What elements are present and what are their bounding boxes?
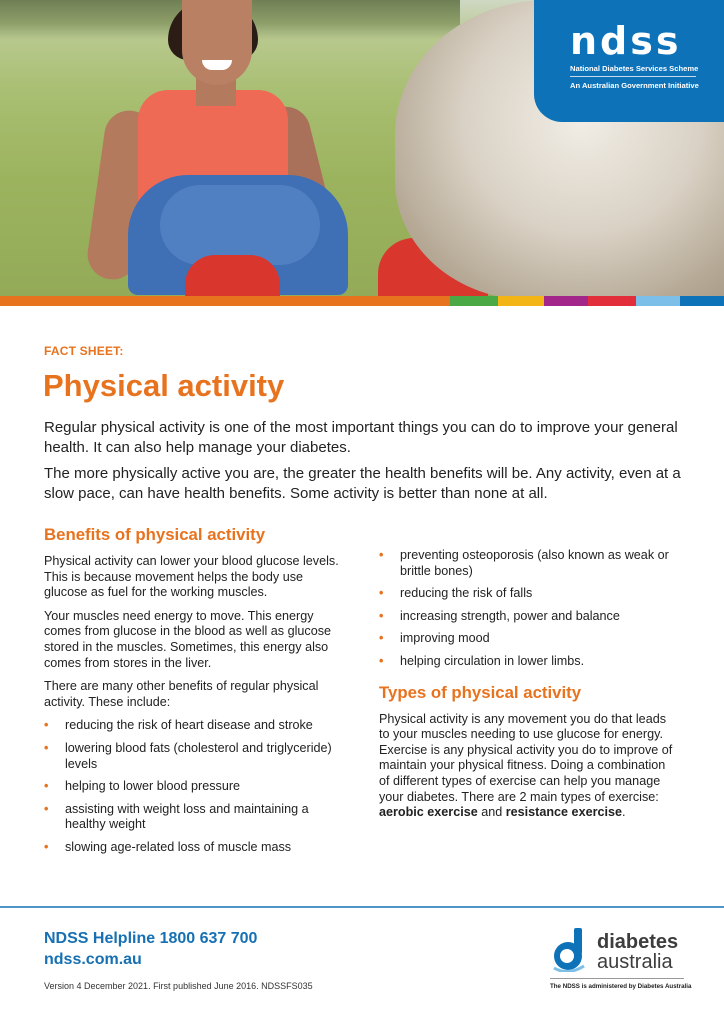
- helpline[interactable]: NDSS Helpline 1800 637 700: [44, 930, 258, 947]
- ndss-logo-wordmark: ndss: [570, 19, 682, 63]
- strip-segment: [544, 296, 588, 306]
- intro-paragraph: The more physically active you are, the greater the health benefits will be. Any activity, even at a slow pace, can have health benefits. Some activity is better than none at all.: [44, 465, 681, 502]
- bullet-icon: •: [44, 801, 49, 816]
- list-item: [379, 609, 679, 625]
- list-item: [44, 802, 344, 833]
- ndss-logo-line2: An Australian Government Initiative: [570, 81, 699, 90]
- left-column: [44, 524, 344, 863]
- page-title: Physical activity: [43, 368, 285, 403]
- benefits-paragraph: There are many other benefits of regular physical activity. These include:: [44, 679, 319, 709]
- types-end: .: [621, 805, 626, 820]
- benefits-list-left: [44, 718, 344, 855]
- footer-divider: [0, 906, 724, 908]
- list-item: [44, 840, 344, 856]
- list-item-text: slowing age-related loss of muscle mass: [65, 839, 292, 854]
- diabetes-australia-word2: australia: [597, 951, 673, 973]
- version-note: Version 4 December 2021. First published June 2016. NDSSFS035: [44, 981, 313, 991]
- fact-sheet-label: FACT SHEET:: [44, 344, 124, 358]
- bullet-icon: •: [379, 653, 384, 668]
- list-item-text: improving mood: [400, 631, 490, 646]
- bullet-icon: •: [379, 548, 384, 562]
- list-item-text: helping circulation in lower limbs.: [400, 653, 585, 668]
- benefits-list-right: [379, 548, 679, 670]
- woman-face: [182, 0, 252, 85]
- strip-segment: [636, 296, 680, 306]
- bullet-icon: •: [44, 740, 49, 755]
- administered-by-note: The NDSS is administered by Diabetes Australia: [550, 983, 692, 990]
- website-link[interactable]: ndss.com.au: [44, 951, 142, 968]
- types-heading: Types of physical activity: [379, 682, 582, 702]
- partner-red-shoe-left: [185, 255, 280, 298]
- benefits-heading: Benefits of physical activity: [44, 525, 266, 544]
- partner-logo-divider: [550, 978, 684, 979]
- list-item: [379, 654, 679, 670]
- aerobic-exercise-term: aerobic exercise: [379, 805, 478, 820]
- strip-segment: [680, 296, 724, 306]
- list-item: [44, 779, 344, 795]
- colour-strip: [0, 296, 724, 306]
- leggings-pattern: [160, 185, 320, 265]
- logo-counter: [560, 949, 574, 963]
- resistance-exercise-term: resistance exercise: [505, 805, 622, 820]
- intro: [44, 418, 684, 510]
- list-item-text: reducing the risk of falls: [400, 586, 533, 601]
- ndss-logo-divider: [570, 76, 696, 77]
- list-item-text: assisting with weight loss and maintaining a healthy weight: [65, 801, 309, 832]
- intro-paragraph: Regular physical activity is one of the most important things you can do to improve your general health. It can also help manage your diabetes.: [44, 419, 678, 456]
- list-item: [379, 548, 679, 579]
- strip-segment: [0, 296, 450, 306]
- ndss-logo-line1: National Diabetes Services Scheme: [570, 64, 699, 73]
- bullet-icon: •: [379, 631, 384, 646]
- bullet-icon: •: [44, 779, 49, 794]
- bullet-icon: •: [379, 608, 384, 623]
- bullet-icon: •: [44, 839, 49, 854]
- bullet-icon: •: [44, 718, 49, 733]
- list-item-text: increasing strength, power and balance: [400, 608, 620, 623]
- types-joiner: and: [477, 805, 506, 820]
- types-text: Physical activity is any movement you do that leads to your muscles needing to use glucose for energy. Exercise is any physical activity you do to improve of maintain your physical fitness. Doing a combination of different types of exercise can help you manage your diabetes. There are 2 main types of exercise:: [379, 711, 673, 804]
- list-item-text: reducing the risk of heart disease and stroke: [65, 718, 313, 733]
- list-item-text: lowering blood fats (cholesterol and triglyceride) levels: [65, 740, 332, 771]
- strip-segment: [498, 296, 544, 306]
- types-paragraph: [379, 712, 679, 821]
- benefits-paragraph: Physical activity can lower your blood glucose levels. This is because movement helps the body use glucose as fuel for the working muscles.: [44, 554, 339, 600]
- list-item: [44, 718, 344, 734]
- list-item-text: helping to lower blood pressure: [65, 779, 241, 794]
- benefits-paragraph: Your muscles need energy to move. This energy comes from glucose in the blood as well as glucose stored in the muscles. Sometimes, this energy also comes from stores in the liver.: [44, 608, 332, 670]
- diabetes-australia-logo-icon: [550, 928, 588, 972]
- list-item: [44, 741, 344, 772]
- strip-segment: [450, 296, 498, 306]
- list-item-text: preventing osteoporosis (also known as weak or brittle bones): [400, 548, 669, 578]
- bullet-icon: •: [379, 586, 384, 601]
- types-section: [379, 682, 679, 821]
- list-item: [379, 631, 679, 647]
- strip-segment: [588, 296, 636, 306]
- diabetes-australia-word1: diabetes: [597, 931, 679, 953]
- list-item: [379, 586, 679, 602]
- right-column: [379, 548, 679, 829]
